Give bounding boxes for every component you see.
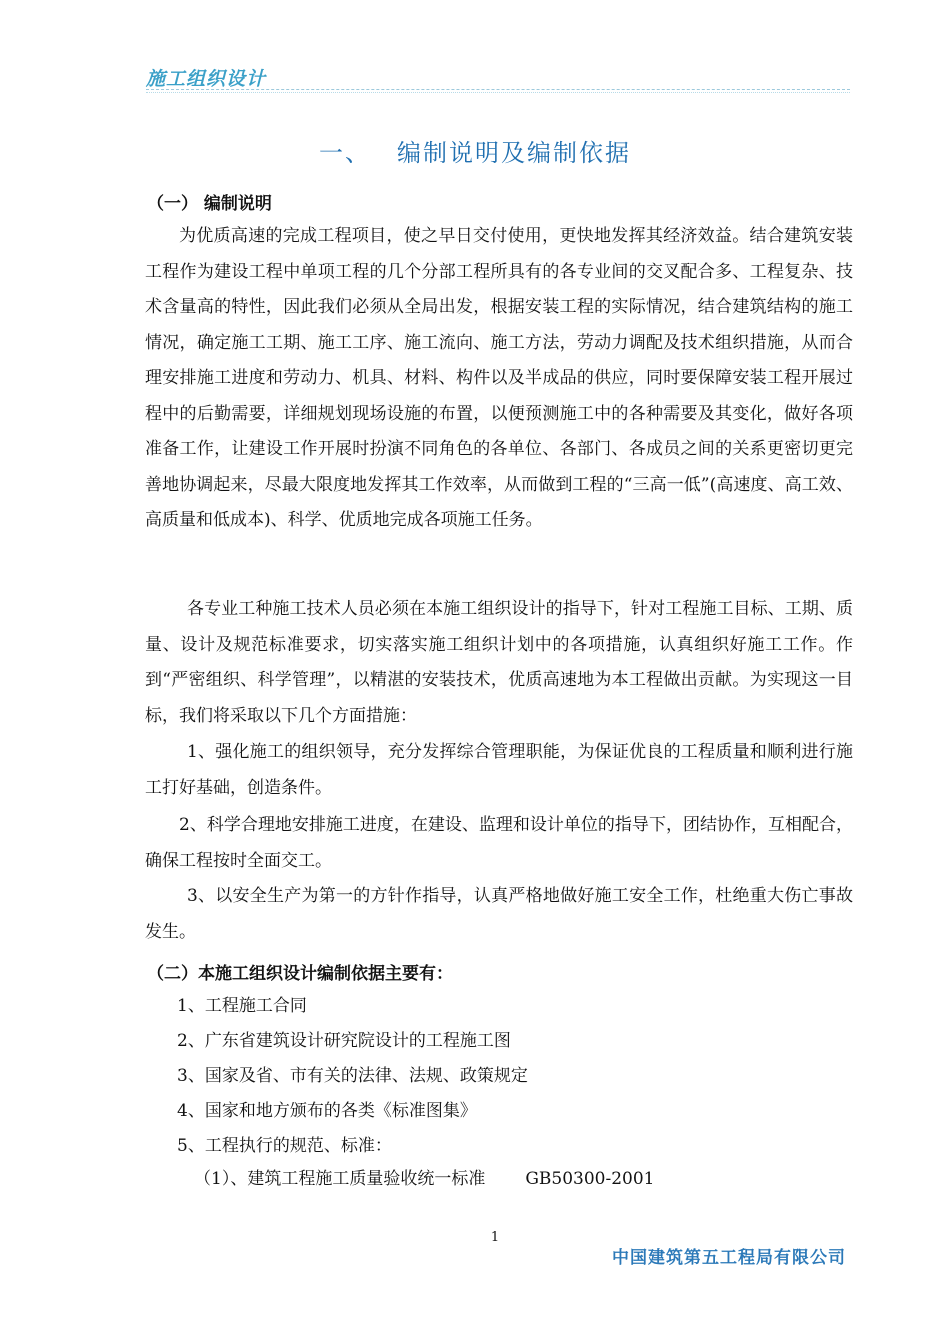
page-header-title: 施工组织设计 [146,68,267,90]
footer-company: 中国建筑第五工程局有限公司 [612,1248,846,1268]
paragraph-requirements: 各专业工种施工技术人员必须在本施工组织设计的指导下，针对工程施工目标、工期、质量、设计及规范标准要求，切实落实施工组织计划中的各项措施，认真组织好施工工作。作到“严密组织、科学管理”，以精湛的安装技术，优质高速地为本工程做出贡献。为实现这一目标，我们将采取以下几个方面措施： [145,599,853,726]
title-text: 编制说明及编制依据 [397,139,631,167]
section-heading-2: （二）本施工组织设计编制依据主要有： [147,964,453,984]
measure-item-1: 1、强化施工的组织领导，充分发挥综合管理职能，为保证优良的工程质量和顺利进行施工打好基础，创造条件。 [145,742,853,798]
basis-item-3: 3、国家及省、市有关的法律、法规、政策规定 [177,1066,528,1086]
paragraph-intro: 为优质高速的完成工程项目，使之早日交付使用，更快地发挥其经济效益。结合建筑安装工程作为建设工程中单项工程的几个分部工程所具有的各专业间的交叉配合多、工程复杂、技术含量高的特性，因此我们必须从全局出发，根据安装工程的实际情况，结合建筑结构的施工情况，确定施工工期、施工工序、施工流向、施工方法，劳动力调配及技术组织措施，从而合理安排施工进度和劳动力、机具、材料、构件以及半成品的供应，同时要保障安装工程开展过程中的后勤需要，详细规划现场设施的布置，以便预测施工中的各种需要及其变化，做好各项准备工作，让建设工作开展时扮演不同角色的各单位、各部门、各成员之间的关系更密切更完善地协调起来，尽最大限度地发挥其工作效率，从而做到工程的“三高一低”(高速度、高工效、高质量和低成本)、科学、优质地完成各项施工任务。 [145,226,853,530]
header-divider [146,89,850,90]
standard-item [194,1164,655,1189]
basis-item-2: 2、广东省建筑设计研究院设计的工程施工图 [177,1031,511,1051]
header-divider-secondary [146,92,850,93]
basis-item-4: 4、国家和地方颁布的各类《标准图集》 [177,1101,477,1121]
standard-code: GB50300-2001 [525,1169,655,1189]
page-title [0,133,950,168]
measure-item-3: 3、以安全生产为第一的方针作指导，认真严格地做好施工安全工作，杜绝重大伤亡事故发生。 [145,886,853,942]
basis-item-5: 5、工程执行的规范、标准： [177,1136,392,1156]
title-number: 一、 [319,139,371,167]
page-number: 1 [490,1230,500,1245]
section-heading-1: （一） 编制说明 [147,194,272,214]
standard-label: （1）、建筑工程施工质量验收统一标准 [194,1169,486,1189]
measure-item-2: 2、科学合理地安排施工进度，在建设、监理和设计单位的指导下，团结协作，互相配合，确保工程按时全面交工。 [145,815,853,871]
basis-item-1: 1、工程施工合同 [177,996,307,1016]
